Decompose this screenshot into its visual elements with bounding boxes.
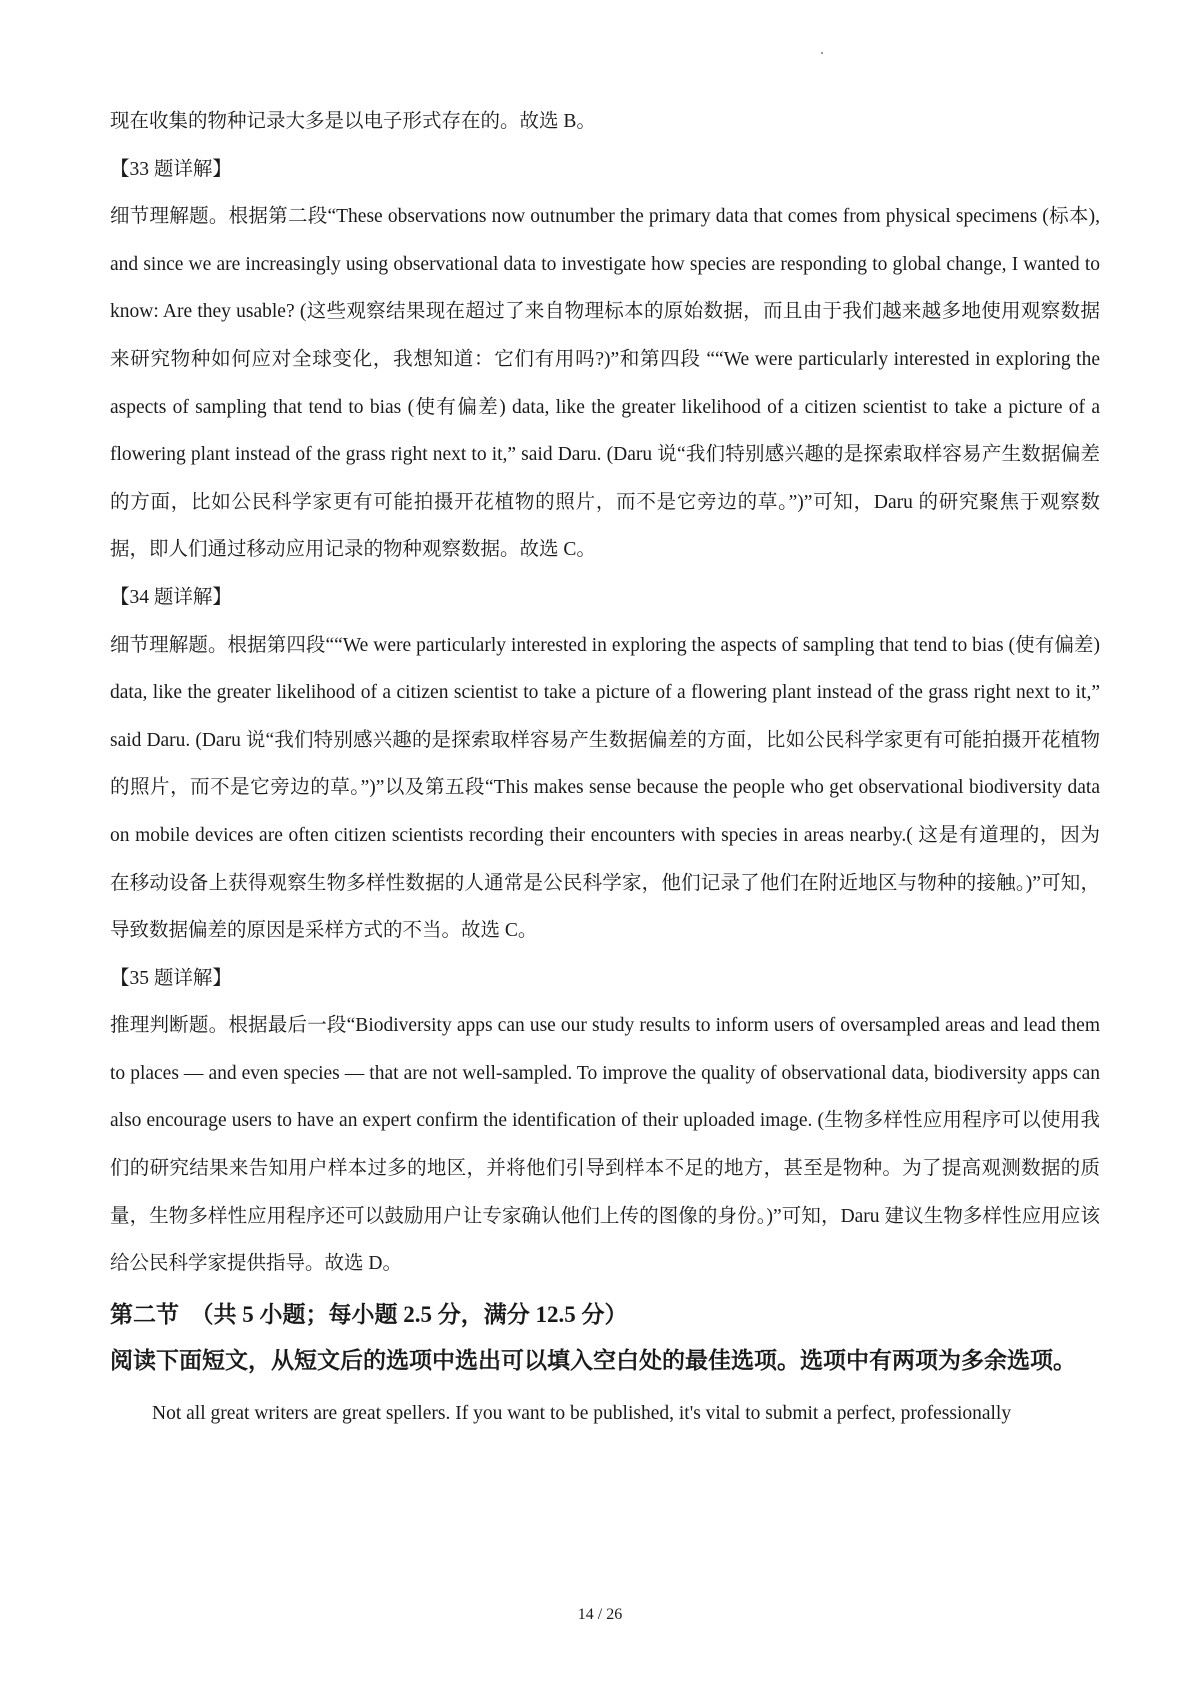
- passage-start: Not all great writers are great spellers. If you want to be published, it's vital to submit a perfect, professionally: [152, 1402, 1012, 1424]
- section-instructions: 阅读下面短文，从短文后的选项中选出可以填入空白处的最佳选项。选项中有两项为多余选项。: [110, 1347, 1076, 1373]
- scan-speck: [821, 52, 823, 54]
- q34-explanation: 细节理解题。根据第四段““We were particularly interested in exploring the aspects of sampling that tend to bias (使有偏差) data, like the greater likelihood of a citizen scientist to take a picture of a flowering plant instead of the grass right next to it,” said Daru. (Daru 说“我们特别感兴趣的是探索取样容易产生数据偏差的方面，比如公民科学家更有可能拍摄开花植物的照片，而不是它旁边的草。”)”以及第五段“This makes sense because the people who get observational biodiversity data on mobile devices are often citizen scientists recording their encounters with species in areas nearby.( 这是有道理的，因为在移动设备上获得观察生物多样性数据的人通常是公民科学家，他们记录了他们在附近地区与物种的接触。)”可知，导致数据偏差的原因是采样方式的不当。故选 C。: [110, 634, 1100, 942]
- q33-heading: 【33 题详解】: [110, 158, 232, 180]
- q34-heading: 【34 题详解】: [110, 586, 232, 608]
- intro-line: 现在收集的物种记录大多是以电子形式存在的。故选 B。: [110, 111, 596, 132]
- document-body: [110, 98, 1100, 1437]
- q35-heading: 【35 题详解】: [110, 967, 232, 989]
- q35-explanation: 推理判断题。根据最后一段“Biodiversity apps can use our study results to inform users of oversampled areas and lead them to places — and even species — that are not well-sampled. To improve the quality of observational data, biodiversity apps can also encourage users to have an expert confirm the identification of their uploaded image. (生物多样性应用程序可以使用我们的研究结果来告知用户样本过多的地区，并将他们引导到样本不足的地方，甚至是物种。为了提高观测数据的质量，生物多样性应用程序还可以鼓励用户让专家确认他们上传的图像的身份。)”可知，Daru 建议生物多样性应用应该给公民科学家提供指导。故选 D。: [110, 1015, 1100, 1275]
- q33-explanation: 细节理解题。根据第二段“These observations now outnumber the primary data that comes from physical specimens (标本), and since we are increasingly using observational data to investigate how species are responding to global change, I wanted to know: Are they usable? (这些观察结果现在超过了来自物理标本的原始数据，而且由于我们越来越多地使用观察数据来研究物种如何应对全球变化，我想知道：它们有用吗?)”和第四段 ““We were particularly interested in exploring the aspects of sampling that tend to bias (使有偏差) data, like the greater likelihood of a citizen scientist to take a picture of a flowering plant instead of the grass right next to it,” said Daru. (Daru 说“我们特别感兴趣的是探索取样容易产生数据偏差的方面，比如公民科学家更有可能拍摄开花植物的照片，而不是它旁边的草。”)”可知，Daru 的研究聚焦于观察数据，即人们通过移动应用记录的物种观察数据。故选 C。: [110, 206, 1100, 561]
- page-number: 14 / 26: [577, 1606, 623, 1623]
- section-title: 第二节 （共 5 小题；每小题 2.5 分，满分 12.5 分）: [110, 1301, 628, 1327]
